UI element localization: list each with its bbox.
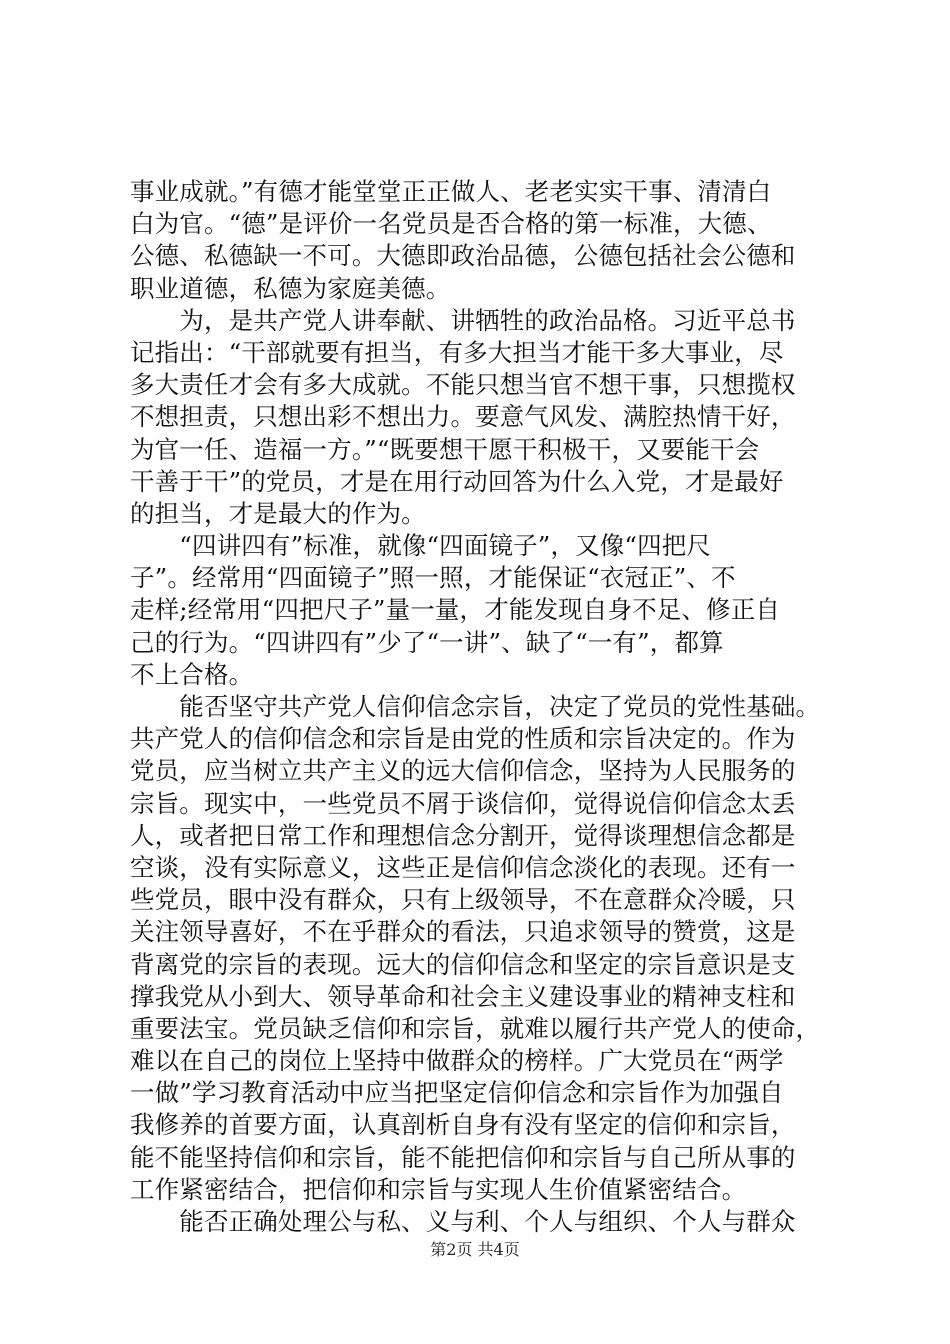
text-line: 关注领导喜好，不在乎群众的看法，只追求领导的赞赏，这是 <box>130 917 796 947</box>
text-line: 撑我党从小到大、领导革命和社会主义建设事业的精神支柱和 <box>130 981 796 1011</box>
text-line: 职业道德，私德为家庭美德。 <box>130 273 451 303</box>
text-line: 公德、私德缺一不可。大德即政治品德，公德包括社会公德和 <box>130 241 796 271</box>
text-line: 空谈，没有实际意义，这些正是信仰信念淡化的表现。还有一 <box>130 852 796 882</box>
text-line: 多大责任才会有多大成就。不能只想当官不想干事，只想揽权 <box>130 370 796 400</box>
text-line: 不想担责，只想出彩不想出力。要意气风发、满腔热情干好， <box>130 402 796 432</box>
text-line: 党员，应当树立共产主义的远大信仰信念，坚持为人民服务的 <box>130 756 796 786</box>
text-line: 工作紧密结合，把信仰和宗旨与实现人生价值紧密结合。 <box>130 1174 747 1204</box>
text-line: 干善于干”的党员，才是在用行动回答为什么入党，才是最好 <box>130 466 784 496</box>
text-line: 人，或者把日常工作和理想信念分割开，觉得谈理想信念都是 <box>130 820 796 850</box>
page-number-footer: 第2页 共4页 <box>430 1240 520 1259</box>
text-line: 能不能坚持信仰和宗旨，能不能把信仰和宗旨与自己所从事的 <box>130 1142 796 1172</box>
text-line: 的担当，才是最大的作为。 <box>130 498 426 528</box>
text-line: 共产党人的信仰信念和宗旨是由党的性质和宗旨决定的。作为 <box>130 724 796 754</box>
text-line: 为官一任、造福一方。”“既要想干愿干积极干，又要能干会 <box>130 434 760 464</box>
text-line: 走样;经常用“四把尺子”量一量，才能发现自身不足、修正自 <box>130 595 781 625</box>
text-line: 能否坚守共产党人信仰信念宗旨，决定了党员的党性基础。 <box>130 692 821 721</box>
text-line: 记指出：“干部就要有担当，有多大担当才能干多大事业，尽 <box>130 337 784 367</box>
text-line: 重要法宝。党员缺乏信仰和宗旨，就难以履行共产党人的使命， <box>130 1013 821 1043</box>
text-line: 宗旨。现实中，一些党员不屑于谈信仰，觉得说信仰信念太丢 <box>130 788 796 818</box>
text-line: 不上合格。 <box>130 659 254 689</box>
text-line: 事业成就。”有德才能堂堂正正做人、老老实实干事、清清白 <box>130 177 772 206</box>
text-line: 己的行为。“四讲四有”少了“一讲”、缺了“一有”，都算 <box>130 627 724 657</box>
text-line: 些党员，眼中没有群众，只有上级领导，不在意群众冷暖，只 <box>130 885 796 915</box>
text-line: 能否正确处理公与私、义与利、个人与组织、个人与群众 <box>130 1207 796 1236</box>
text-line: 为，是共产党人讲奉献、讲牺牲的政治品格。习近平总书 <box>130 305 796 335</box>
text-line: 我修养的首要方面，认真剖析自身有没有坚定的信仰和宗旨， <box>130 1110 796 1140</box>
text-line: 背离党的宗旨的表现。远大的信仰信念和坚定的宗旨意识是支 <box>130 949 796 979</box>
text-line: 子”。经常用“四面镜子”照一照，才能保证“衣冠正”、不 <box>130 563 736 593</box>
text-line: 一做”学习教育活动中应当把坚定信仰信念和宗旨作为加强自 <box>130 1078 784 1108</box>
text-line: 白为官。“德”是评价一名党员是否合格的第一标准，大德、 <box>130 209 772 239</box>
body-text <box>130 176 852 1238</box>
text-line: 难以在自己的岗位上坚持中做群众的榜样。广大党员在“两学 <box>130 1046 784 1076</box>
text-line: “四讲四有”标准，就像“四面镜子”，又像“四把尺 <box>130 531 712 561</box>
